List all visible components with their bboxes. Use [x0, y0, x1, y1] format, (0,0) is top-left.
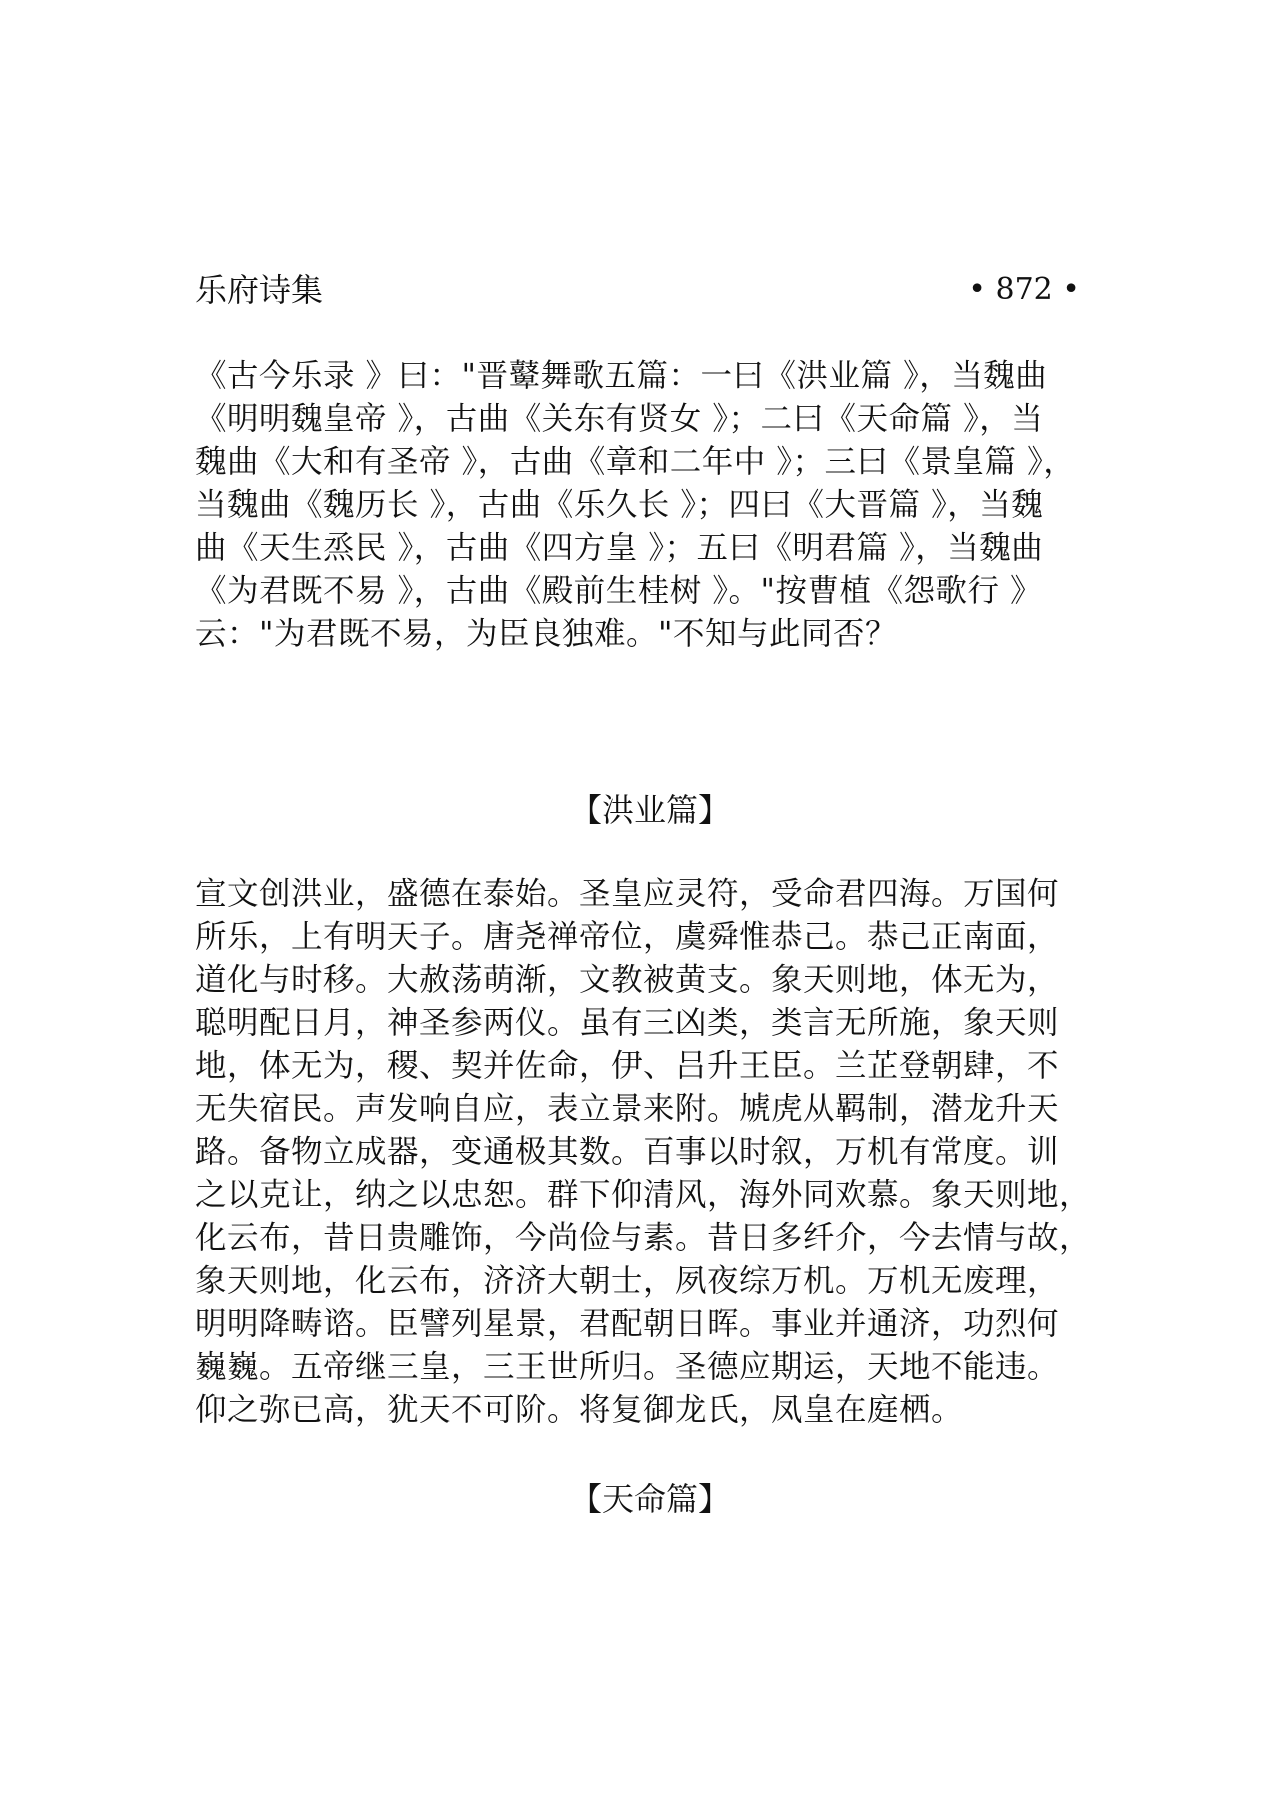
poem-line: 所乐，上有明天子。唐尧禅帝位，虞舜惟恭己。恭己正南面， — [195, 919, 1060, 955]
poem-line: 之以克让，纳之以忠恕。群下仰清风，海外同欢慕。象天则地， — [195, 1177, 1092, 1213]
poem-line: 道化与时移。大赦荡萌渐，文教被黄支。象天则地，体无为， — [195, 962, 1060, 998]
poem-line: 聪明配日月，神圣参两仪。虽有三凶类，类言无所施，象天则 — [195, 1005, 1060, 1041]
poem-line: 明明降畴谘。臣譬列星景，君配朝日晖。事业并通济，功烈何 — [195, 1306, 1060, 1342]
poem-line: 仰之弥已高，犹天不可阶。将复御龙氏，凤皇在庭栖。 — [195, 1392, 964, 1428]
poem-line: 路。备物立成器，变通极其数。百事以时叙，万机有常度。训 — [195, 1134, 1060, 1170]
poem-line: 化云布，昔日贵雕饰，今尚俭与素。昔日多纤介，今去情与故， — [195, 1220, 1092, 1256]
intro-paragraph — [195, 355, 1105, 656]
poem-hongye — [195, 873, 1105, 1432]
intro-line: 魏曲《大和有圣帝 》，古曲《章和二年中 》；三曰《景皇篇 》， — [195, 444, 1076, 480]
poem-line: 无失宿民。声发响自应，表立景来附。虓虎从羁制，潜龙升天 — [195, 1091, 1060, 1127]
intro-line: 《古今乐录 》曰："晋鼙舞歌五篇：一曰《洪业篇 》，当魏曲 — [195, 358, 1048, 394]
poem-line: 宣文创洪业，盛德在泰始。圣皇应灵符，受命君四海。万国何 — [195, 876, 1060, 912]
poem-line: 巍巍。五帝继三皇，三王世所归。圣德应期运，天地不能违。 — [195, 1349, 1060, 1385]
poem-line: 地，体无为，稷、契并佐命，伊、吕升王臣。兰芷登朝肆，不 — [195, 1048, 1060, 1084]
intro-line: 曲《天生烝民 》，古曲《四方皇 》；五曰《明君篇 》，当魏曲 — [195, 530, 1044, 566]
intro-line: 《为君既不易 》，古曲《殿前生桂树 》。"按曹植《怨歌行 》 — [195, 573, 1043, 609]
section-heading-tianming: 【天命篇】 — [569, 1480, 730, 1518]
book-title: 乐府诗集 — [195, 271, 324, 309]
poem-line: 象天则地，化云布，济济大朝士，夙夜综万机。万机无废理， — [195, 1263, 1060, 1299]
intro-line: 云："为君既不易，为臣良独难。"不知与此同否？ — [195, 616, 897, 652]
page-number: • 872 • — [968, 272, 1080, 307]
intro-line: 当魏曲《魏历长 》，古曲《乐久长 》；四曰《大晋篇 》，当魏 — [195, 487, 1044, 523]
section-heading-hongye: 【洪业篇】 — [569, 791, 730, 829]
intro-line: 《明明魏皇帝 》，古曲《关东有贤女 》；二曰《天命篇 》，当 — [195, 401, 1044, 437]
